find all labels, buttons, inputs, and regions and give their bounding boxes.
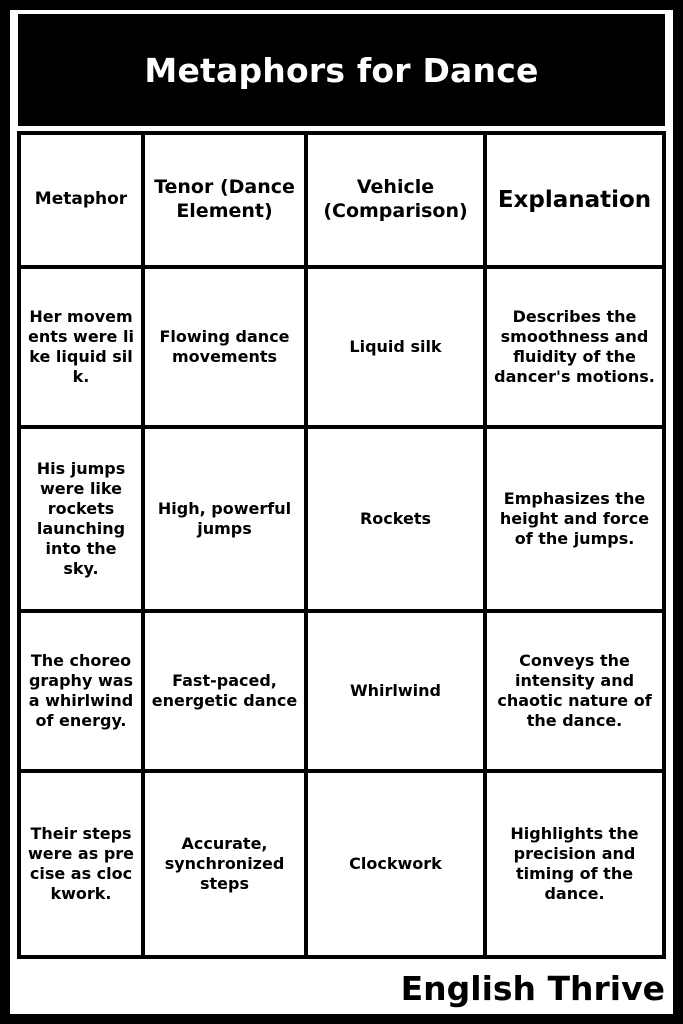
- cell-tenor: Fast-paced, energetic dance: [143, 611, 306, 771]
- cell-explanation: Describes the smoothness and fluidity of the dancer's motions.: [485, 267, 664, 427]
- cell-metaphor: Her movements were like liquid silk.: [19, 267, 143, 427]
- page-frame: [10, 10, 673, 1014]
- cell-tenor: Accurate, synchronized steps: [143, 771, 306, 957]
- table-row: [19, 427, 664, 611]
- page-title: Metaphors for Dance: [18, 14, 665, 126]
- header-metaphor: Metaphor: [19, 133, 143, 267]
- cell-vehicle: Clockwork: [306, 771, 485, 957]
- cell-tenor: Flowing dance movements: [143, 267, 306, 427]
- cell-metaphor: Their steps were as precise as clockwork.: [19, 771, 143, 957]
- header-explanation: Explanation: [485, 133, 664, 267]
- cell-vehicle: Rockets: [306, 427, 485, 611]
- table-row: [19, 771, 664, 957]
- header-vehicle: Vehicle (Comparison): [306, 133, 485, 267]
- cell-tenor: High, powerful jumps: [143, 427, 306, 611]
- metaphor-table: [17, 131, 666, 959]
- cell-metaphor: The choreography was a whirlwind of energy.: [19, 611, 143, 771]
- table-row: [19, 611, 664, 771]
- cell-explanation: Emphasizes the height and force of the jumps.: [485, 427, 664, 611]
- footer-brand: English Thrive: [400, 969, 665, 1008]
- cell-vehicle: Liquid silk: [306, 267, 485, 427]
- cell-metaphor: His jumps were like rockets launching into the sky.: [19, 427, 143, 611]
- table-header-row: [19, 133, 664, 267]
- cell-explanation: Conveys the intensity and chaotic nature of the dance.: [485, 611, 664, 771]
- table-row: [19, 267, 664, 427]
- header-tenor: Tenor (Dance Element): [143, 133, 306, 267]
- cell-explanation: Highlights the precision and timing of the dance.: [485, 771, 664, 957]
- cell-vehicle: Whirlwind: [306, 611, 485, 771]
